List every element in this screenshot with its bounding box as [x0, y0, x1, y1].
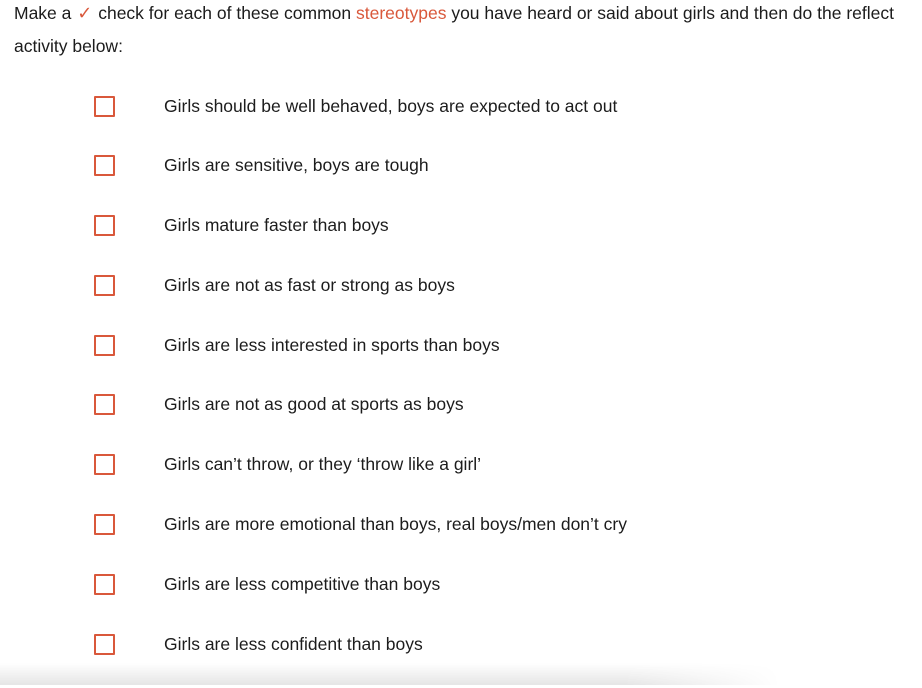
- checkbox[interactable]: [94, 96, 115, 117]
- checklist-item: [94, 329, 627, 361]
- checklist-item-label: Girls are not as good at sports as boys: [164, 394, 464, 415]
- checklist-item: [94, 449, 627, 481]
- checklist-item: [94, 509, 627, 541]
- bottom-shadow: [0, 663, 780, 685]
- checkbox[interactable]: [94, 454, 115, 475]
- instructions-part-1: Make a: [14, 3, 77, 23]
- checkbox[interactable]: [94, 275, 115, 296]
- checkbox[interactable]: [94, 634, 115, 655]
- checklist-item-label: Girls are less interested in sports than boys: [164, 334, 500, 355]
- checkmark-icon: ✓: [77, 3, 93, 23]
- checklist-item-label: Girls are not as fast or strong as boys: [164, 274, 455, 295]
- checklist-item-label: Girls are more emotional than boys, real boys/men don’t cry: [164, 514, 627, 535]
- checklist-item-label: Girls should be well behaved, boys are expected to act out: [164, 95, 618, 116]
- checklist-item: [94, 389, 627, 421]
- checkbox[interactable]: [94, 574, 115, 595]
- instructions-text: [14, 0, 914, 63]
- checklist-item: [94, 269, 627, 301]
- checklist-item: [94, 150, 627, 182]
- stereotype-checklist: [94, 90, 627, 688]
- checklist-item-label: Girls are sensitive, boys are tough: [164, 155, 429, 176]
- checklist-item-label: Girls are less confident than boys: [164, 633, 423, 654]
- checkbox[interactable]: [94, 394, 115, 415]
- checklist-item: [94, 628, 627, 660]
- instructions-part-3: you have heard or said about girls and then do the reflect activity below:: [14, 3, 894, 56]
- instructions-part-2: check for each of these common: [93, 3, 356, 23]
- checkbox[interactable]: [94, 514, 115, 535]
- checklist-item: [94, 90, 627, 122]
- stereotypes-highlight: stereotypes: [355, 3, 447, 23]
- checklist-item-label: Girls mature faster than boys: [164, 215, 389, 236]
- checkbox[interactable]: [94, 155, 115, 176]
- checklist-item-label: Girls can’t throw, or they ‘throw like a girl’: [164, 454, 482, 475]
- checklist-item: [94, 568, 627, 600]
- checklist-item-label: Girls are less competitive than boys: [164, 573, 441, 594]
- checklist-item: [94, 210, 627, 242]
- checkbox[interactable]: [94, 215, 115, 236]
- checkbox[interactable]: [94, 335, 115, 356]
